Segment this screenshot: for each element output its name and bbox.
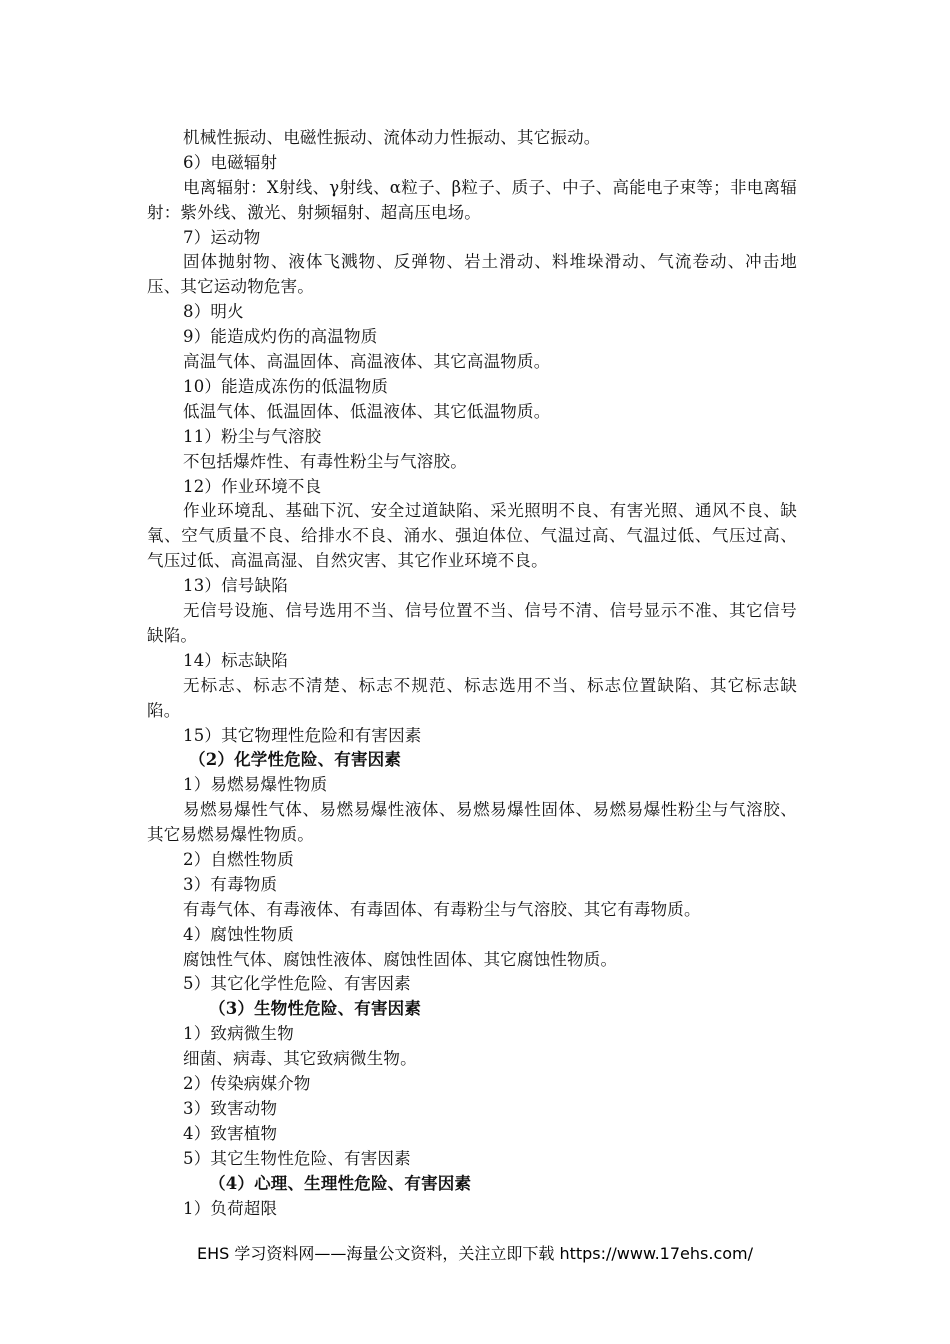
list-item-title: 6）电磁辐射 xyxy=(183,152,278,172)
paragraph: 作业环境乱、基础下沉、安全过道缺陷、采光照明不良、有害光照、通风不良、缺氧、空气质量不良、给排水不良、涌水、强迫体位、气温过高、气温过低、气压过高、气压过低、高温高湿、自然灾害、其它作业环境不良。 xyxy=(147,501,797,571)
list-item-title: 15）其它物理性危险和有害因素 xyxy=(183,725,422,745)
footer-banner: EHS 学习资料网——海量公文资料，关注立即下载 https://www.17ehs.com/ xyxy=(196,1244,754,1263)
list-item-title: 2）传染病媒介物 xyxy=(183,1074,311,1094)
list-item-title: 9）能造成灼伤的高温物质 xyxy=(183,327,378,347)
body-text-line: 低温气体、低温固体、低温液体、其它低温物质。 xyxy=(183,401,551,421)
list-item-title: 4）致害植物 xyxy=(183,1123,278,1143)
body-text-line: 不包括爆炸性、有毒性粉尘与气溶胶。 xyxy=(183,451,467,471)
paragraph: 无信号设施、信号选用不当、信号位置不当、信号不清、信号显示不准、其它信号缺陷。 xyxy=(147,601,797,645)
document-body xyxy=(147,126,807,1221)
body-text-line: 细菌、病毒、其它致病微生物。 xyxy=(183,1049,417,1069)
list-item-title: 7）运动物 xyxy=(183,227,261,247)
paragraph: 无标志、标志不清楚、标志不规范、标志选用不当、标志位置缺陷、其它标志缺陷。 xyxy=(147,675,797,720)
list-item-title: 14）标志缺陷 xyxy=(183,650,288,670)
list-item-title: 5）其它化学性危险、有害因素 xyxy=(183,974,411,994)
list-item-title: 1）致病微生物 xyxy=(183,1024,294,1044)
body-text-line: 高温气体、高温固体、高温液体、其它高温物质。 xyxy=(183,352,551,372)
section-heading: （4）心理、生理性危险、有害因素 xyxy=(209,1173,472,1193)
list-item-title: 12）作业环境不良 xyxy=(183,476,322,496)
list-item-title: 4）腐蚀性物质 xyxy=(183,924,294,944)
list-item-title: 2）自燃性物质 xyxy=(183,850,294,870)
paragraph: 固体抛射物、液体飞溅物、反弹物、岩土滑动、料堆垛滑动、气流卷动、冲击地压、其它运动物危害。 xyxy=(147,252,797,297)
list-item-title: 10）能造成冻伤的低温物质 xyxy=(183,376,389,396)
paragraph: 易燃易爆性气体、易燃易爆性液体、易燃易爆性固体、易燃易爆性粉尘与气溶胶、其它易燃易爆性物质。 xyxy=(147,800,797,845)
list-item-title: 13）信号缺陷 xyxy=(183,576,288,596)
list-item-title: 3）有毒物质 xyxy=(183,874,278,894)
body-text-line: 腐蚀性气体、腐蚀性液体、腐蚀性固体、其它腐蚀性物质。 xyxy=(183,949,618,969)
list-item-title: 8）明火 xyxy=(183,302,244,322)
list-item-title: 5）其它生物性危险、有害因素 xyxy=(183,1148,411,1168)
list-item-title: 3）致害动物 xyxy=(183,1098,278,1118)
list-item-title: 1）易燃易爆性物质 xyxy=(183,775,328,795)
list-item-title: 1）负荷超限 xyxy=(183,1198,278,1218)
body-text-line: 机械性振动、电磁性振动、流体动力性振动、其它振动。 xyxy=(183,128,601,147)
body-text-line: 有毒气体、有毒液体、有毒固体、有毒粉尘与气溶胶、其它有毒物质。 xyxy=(183,899,701,919)
list-item-title: 11）粉尘与气溶胶 xyxy=(183,426,322,446)
paragraph: 电离辐射：X射线、γ射线、α粒子、β粒子、质子、中子、高能电子束等；非电离辐射：紫外线、激光、射频辐射、超高压电场。 xyxy=(147,177,797,222)
section-heading: （2）化学性危险、有害因素 xyxy=(189,750,402,770)
section-heading: （3）生物性危险、有害因素 xyxy=(209,999,422,1019)
